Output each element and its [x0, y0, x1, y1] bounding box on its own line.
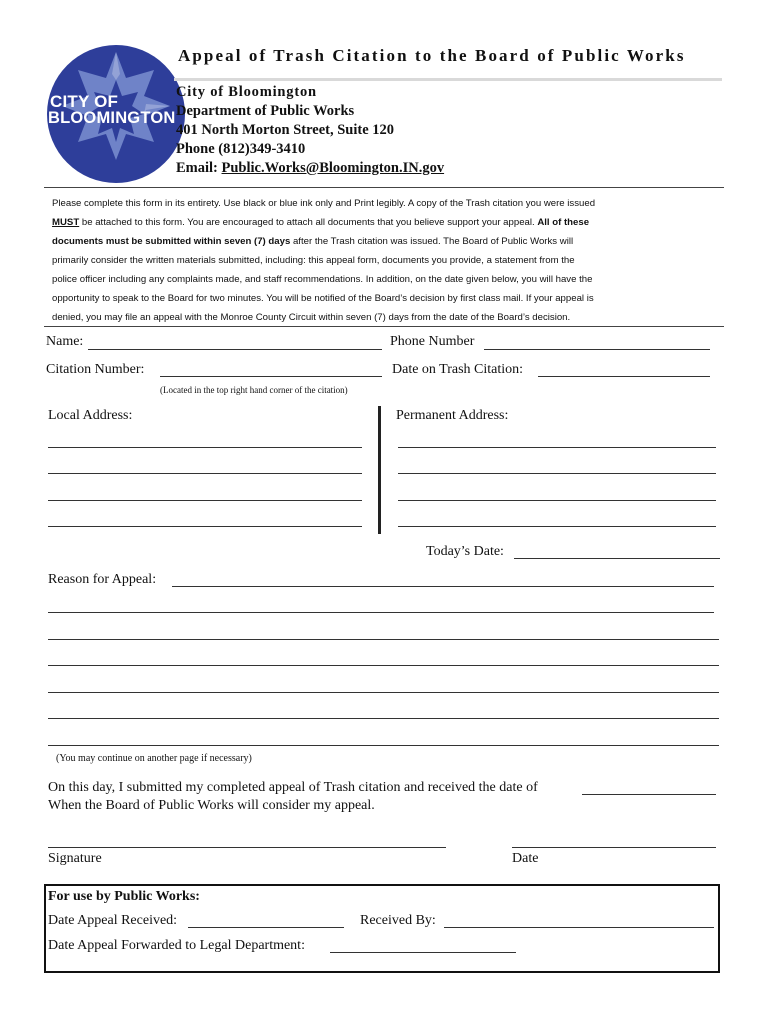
citation-number-label: Citation Number:	[46, 362, 145, 377]
hearing-date-field[interactable]	[582, 794, 716, 795]
citation-location-note: (Located in the top right hand corner of the citation)	[160, 385, 348, 395]
title-divider	[174, 78, 722, 81]
reason-line-1[interactable]	[172, 586, 714, 587]
email-link[interactable]: Public.Works@Bloomington.IN.gov	[221, 160, 445, 176]
local-address-line-4[interactable]	[48, 526, 362, 527]
logo-text-line1: CITY OF	[50, 92, 119, 111]
instructions-line-4: primarily consider the written materials submitted, including: this appeal form, documents you provide, a statement from the	[52, 255, 575, 266]
reason-line-5[interactable]	[48, 692, 719, 693]
permanent-address-line-1[interactable]	[398, 447, 716, 448]
phone-label: Phone Number	[390, 334, 475, 349]
signature-label: Signature	[48, 851, 102, 866]
permanent-address-line-3[interactable]	[398, 500, 716, 501]
must-text: MUST	[52, 217, 80, 228]
dept-address: 401 North Morton Street, Suite 120	[176, 122, 395, 138]
date-forwarded-label: Date Appeal Forwarded to Legal Department:	[48, 938, 305, 953]
permanent-address-line-4[interactable]	[398, 526, 716, 527]
logo-text-line2: BLOOMINGTON	[48, 109, 176, 127]
address-divider	[378, 406, 381, 534]
instructions-line-6: opportunity to speak to the Board for two minutes. You will be notified of the Board’s decision by first class mail. If your appeal is	[52, 293, 594, 304]
dept-email-line	[176, 160, 444, 177]
instructions-line-3: documents must be submitted within seven (7) days after the Trash citation was issued. The Board of Public Works will	[52, 236, 574, 247]
citation-date-field[interactable]	[538, 376, 710, 377]
date-received-field[interactable]	[188, 927, 344, 928]
dept-name: Department of Public Works	[176, 103, 355, 119]
received-by-label: Received By:	[360, 913, 436, 928]
continue-note: (You may continue on another page if necessary)	[56, 753, 252, 764]
signature-field[interactable]	[48, 847, 446, 848]
statement-line-1: On this day, I submitted my completed appeal of Trash citation and received the date of	[48, 780, 538, 795]
phone-field[interactable]	[484, 349, 710, 350]
org-name: City of Bloomington	[176, 84, 317, 100]
instructions-line-5: police officer including any complaints made, and staff recommendations. In addition, on the date given below, you will have the	[52, 274, 593, 285]
name-label: Name:	[46, 334, 84, 349]
local-address-line-3[interactable]	[48, 500, 362, 501]
local-address-label: Local Address:	[48, 408, 133, 423]
statement-line-2: When the Board of Public Works will consider my appeal.	[48, 798, 375, 813]
instructions-line-2: MUST be attached to this form. You are encouraged to attach all documents that you believe support your appeal. All of these	[52, 217, 590, 228]
reason-line-3[interactable]	[48, 639, 719, 640]
citation-number-field[interactable]	[160, 376, 382, 377]
received-by-field[interactable]	[444, 927, 714, 928]
office-use-heading: For use by Public Works:	[48, 889, 200, 904]
date-forwarded-field[interactable]	[330, 952, 516, 953]
reason-line-4[interactable]	[48, 665, 719, 666]
email-label: Email:	[176, 160, 222, 176]
instructions-line-1: Please complete this form in its entirety. Use black or blue ink only and Print legibly. A copy of the Trash citation you were issued	[52, 198, 596, 209]
todays-date-field[interactable]	[514, 558, 720, 559]
dept-phone: Phone (812)349-3410	[176, 141, 306, 157]
instructions-top-rule	[44, 187, 724, 188]
instructions-bottom-rule	[44, 326, 724, 327]
reason-line-2[interactable]	[48, 612, 714, 613]
reason-line-6[interactable]	[48, 718, 719, 719]
local-address-line-2[interactable]	[48, 473, 362, 474]
instructions-line-7: denied, you may file an appeal with the Monroe County Circuit within seven (7) days from the date of the Board’s decision.	[52, 312, 571, 323]
citation-date-label: Date on Trash Citation:	[392, 362, 524, 377]
name-field[interactable]	[88, 349, 382, 350]
todays-date-label: Today’s Date:	[426, 544, 504, 559]
reason-line-7[interactable]	[48, 745, 719, 746]
date-received-label: Date Appeal Received:	[48, 913, 178, 928]
date-label: Date	[512, 851, 539, 866]
form-title: Appeal of Trash Citation to the Board of Public Works	[178, 46, 686, 65]
permanent-address-line-2[interactable]	[398, 473, 716, 474]
signature-date-field[interactable]	[512, 847, 716, 848]
reason-label: Reason for Appeal:	[48, 572, 157, 587]
permanent-address-label: Permanent Address:	[396, 408, 509, 423]
local-address-line-1[interactable]	[48, 447, 362, 448]
